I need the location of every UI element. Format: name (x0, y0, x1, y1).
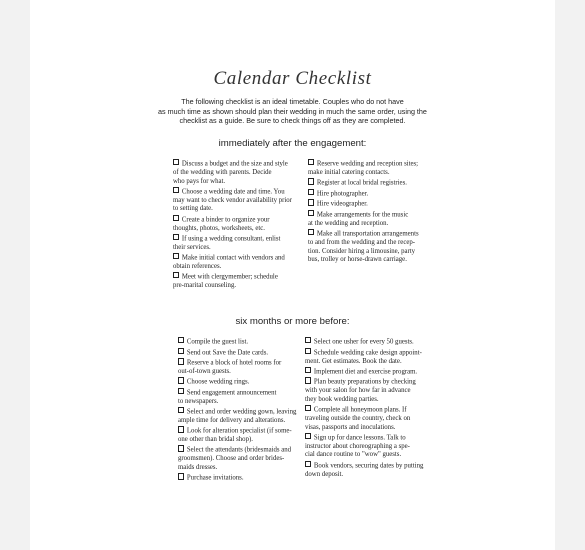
checklist-item-line (178, 388, 318, 398)
checklist-item-text: Hire photographer. (316, 190, 369, 198)
checklist-item-line (178, 473, 318, 483)
checklist-column-right (308, 159, 458, 265)
checkbox-icon[interactable] (305, 337, 311, 343)
checklist-item (308, 178, 458, 188)
checklist-item-line (173, 205, 323, 214)
checklist-item-line (308, 239, 458, 248)
checklist-item-line (173, 234, 323, 244)
checkbox-icon[interactable] (178, 377, 184, 383)
checklist-item (178, 377, 318, 387)
checklist-item-text: thoughts, photos, worksheets, etc. (173, 224, 265, 232)
checklist-item-text: cial dance routine to "wow" guests. (305, 451, 402, 459)
checklist-item-line (305, 405, 450, 415)
checklist-item (305, 377, 450, 404)
checklist-item-line (308, 248, 458, 257)
checklist-item-text: to newspapers. (178, 397, 219, 405)
checklist-item-text: Create a binder to organize your (181, 215, 270, 223)
checkbox-icon[interactable] (173, 253, 179, 259)
checklist-item-line (178, 426, 318, 436)
checkbox-icon[interactable] (305, 377, 311, 383)
checklist-column-left (178, 337, 318, 484)
checklist-item-line (308, 169, 458, 178)
checkbox-icon[interactable] (173, 159, 179, 165)
checklist-item (178, 445, 318, 472)
checklist-item-text: down deposit. (305, 470, 344, 478)
checklist-item (305, 337, 450, 347)
checklist-item-text: Schedule wedding cake design appoint- (313, 348, 422, 356)
checklist-item-line (305, 451, 450, 460)
checklist-item (308, 189, 458, 199)
checklist-item (305, 405, 450, 432)
checklist-item-text: visas, passports and inoculations. (305, 423, 396, 431)
checklist-item-line (308, 199, 458, 209)
checklist-column-right (305, 337, 450, 480)
checklist-item-text: Make all transportation arrangements (316, 230, 419, 238)
checklist-item-line (178, 337, 318, 347)
checklist-item-text: Send out Save the Date cards. (186, 348, 269, 356)
checklist-item-line (178, 398, 318, 407)
checklist-item-text: Discuss a budget and the size and style (181, 160, 288, 168)
checklist-item-line (178, 445, 318, 455)
intro-line: The following checklist is an ideal timetable. Couples who do not have (181, 97, 404, 106)
checklist-item (178, 388, 318, 407)
checkbox-icon[interactable] (305, 405, 311, 411)
checklist-item-line (173, 253, 323, 263)
checklist-item-line (305, 415, 450, 424)
checklist-item (308, 210, 458, 229)
checklist-item-text: Choose a wedding date and time. You (181, 188, 285, 196)
checklist-item-line (173, 197, 323, 206)
checklist-item-line (178, 358, 318, 368)
checklist-item-text: If using a wedding consultant, enlist (181, 235, 281, 243)
checklist-item-line (305, 461, 450, 471)
checklist-item-text: pre-marital counseling. (173, 282, 237, 290)
checklist-item-line (173, 215, 323, 225)
checklist-item-line (305, 387, 450, 396)
checklist-item (178, 426, 318, 445)
checklist-item-text: Reserve a block of hotel rooms for (186, 359, 282, 367)
checkbox-icon[interactable] (173, 187, 179, 193)
checklist-item-line (178, 455, 318, 464)
checklist-item (178, 407, 318, 426)
checklist-item-text: Hire videographer. (316, 200, 368, 208)
checklist-item-text: Reserve wedding and reception sites; (316, 160, 419, 168)
checklist-item-line (305, 358, 450, 367)
checkbox-icon[interactable] (178, 426, 184, 432)
checklist-item-text: to setting date. (173, 205, 213, 213)
checklist-item-text: one other than bridal shop). (178, 436, 253, 444)
checkbox-icon[interactable] (305, 367, 311, 373)
checklist-item-text: ample time for delivery and alterations. (178, 417, 286, 425)
checkbox-icon[interactable] (178, 445, 184, 451)
checkbox-icon[interactable] (308, 199, 314, 205)
checkbox-icon[interactable] (305, 348, 311, 354)
checklist-item-text: Send engagement announcement (186, 389, 277, 397)
checklist-item-text: maids dresses. (178, 464, 218, 471)
checklist-item-text: who pays for what. (173, 177, 226, 185)
checklist-item-line (305, 348, 450, 358)
checklist-item-line (308, 220, 458, 229)
checklist-item-text: tion. Consider hiring a limousine, party (308, 247, 416, 255)
checklist-item (173, 187, 323, 214)
checklist-item-line (178, 436, 318, 445)
checklist-item (173, 215, 323, 234)
checklist-item-text: Make initial contact with vendors and (181, 254, 285, 262)
checklist-item-text: out-of-town guests. (178, 368, 231, 376)
checklist-item-text: groomsmen). Choose and order brides- (178, 455, 285, 463)
checkbox-icon[interactable] (305, 433, 311, 439)
checklist-item-text: Book vendors, securing dates by putting (313, 462, 424, 470)
checklist-item-line (173, 282, 323, 291)
checklist-item-text: Select and order wedding gown, leaving (186, 408, 297, 416)
checklist-item-line (305, 377, 450, 387)
checkbox-icon[interactable] (178, 388, 184, 394)
document-page (30, 0, 555, 550)
checklist-item-text: Look for alteration specialist (if some- (186, 427, 292, 435)
checklist-item-line (308, 229, 458, 239)
checkbox-icon[interactable] (308, 229, 314, 235)
checklist-item-line (173, 187, 323, 197)
checkbox-icon[interactable] (178, 337, 184, 343)
intro-line: as much time as shown should plan their wedding in much the same order, using the (158, 106, 427, 116)
checklist-item-text: to and from the wedding and the recep- (308, 239, 416, 247)
checklist-item-text: at the wedding and reception. (308, 219, 389, 227)
checklist-item-line (178, 368, 318, 377)
checklist-item-line (305, 367, 450, 377)
document-title: Calendar Checklist (213, 68, 372, 89)
checklist-item-line (305, 471, 450, 480)
checklist-item (173, 159, 323, 186)
checklist-item-line (308, 189, 458, 199)
section-heading-engagement: immediately after the engagement: (218, 138, 367, 149)
checklist-item-text: they book wedding parties. (305, 395, 379, 403)
intro-line: checklist as a guide. Be sure to check things off as they are completed. (179, 116, 406, 126)
checklist-item-line (173, 169, 323, 178)
checklist-item-text: Meet with clergymember; schedule (181, 273, 278, 281)
checklist-item-line (178, 407, 318, 417)
checklist-item-line (305, 337, 450, 347)
checklist-item-text: Sign up for dance lessons. Talk to (313, 434, 406, 442)
checklist-item-line (173, 263, 323, 272)
checklist-item (173, 234, 323, 253)
checklist-item-text: Complete all honeymoon plans. If (313, 406, 407, 414)
checkbox-icon[interactable] (173, 234, 179, 240)
checklist-item-text: ment. Get estimates. Book the date. (305, 357, 402, 365)
checklist-item (305, 367, 450, 377)
checkbox-icon[interactable] (178, 358, 184, 364)
checkbox-icon[interactable] (178, 473, 184, 479)
checklist-item (305, 433, 450, 460)
checklist-item-line (308, 210, 458, 220)
checklist-item-text: Select the attendants (bridesmaids and (186, 446, 292, 454)
checklist-item-text: Compile the guest list. (186, 338, 249, 346)
section-heading-six-months: six months or more before: (235, 316, 350, 327)
checklist-item-line (173, 159, 323, 169)
checklist-item (308, 229, 458, 265)
checklist-item (305, 348, 450, 367)
checklist-item-text: of the wedding with parents. Decide (173, 168, 272, 176)
checklist-item-line (178, 417, 318, 426)
checklist-item-line (173, 244, 323, 253)
checklist-item-line (305, 396, 450, 405)
checklist-item-text: traveling outside the country, check on (305, 415, 411, 423)
checkbox-icon[interactable] (305, 461, 311, 467)
checklist-item-text: make initial catering contacts. (308, 168, 390, 176)
checkbox-icon[interactable] (308, 189, 314, 195)
checklist-item (173, 253, 323, 272)
checklist-item-line (308, 159, 458, 169)
checklist-item-text: instructor about choreographing a spe- (305, 442, 410, 450)
intro-paragraph (30, 97, 555, 126)
checkbox-icon[interactable] (173, 272, 179, 278)
checklist-item (308, 199, 458, 209)
checklist-item-text: with your salon for how far in advance (305, 387, 411, 395)
checklist-item (178, 473, 318, 483)
checkbox-icon[interactable] (178, 407, 184, 413)
checklist-item-line (178, 377, 318, 387)
checkbox-icon[interactable] (178, 348, 184, 354)
checklist-item-text: Register at local bridal registries. (316, 179, 407, 187)
checklist-item-text: Plan beauty preparations by checking (313, 378, 416, 386)
checkbox-icon[interactable] (308, 210, 314, 216)
checklist-item-line (305, 424, 450, 433)
checklist-item (178, 337, 318, 347)
checklist-column-left (173, 159, 323, 291)
checklist-item (178, 348, 318, 358)
checklist-item-line (173, 178, 323, 187)
checklist-item (173, 272, 323, 291)
checklist-item-line (305, 433, 450, 443)
checklist-item-line (305, 443, 450, 452)
checklist-item-text: Make arrangements for the music (316, 211, 409, 219)
checkbox-icon[interactable] (308, 159, 314, 165)
checklist-item-text: Implement diet and exercise program. (313, 368, 418, 376)
checkbox-icon[interactable] (173, 215, 179, 221)
checklist-item-line (308, 256, 458, 265)
checklist-item-text: may want to check vendor availability prior (173, 196, 292, 204)
checklist-item-text: bus, trolley or horse-drawn carriage. (308, 256, 407, 264)
checklist-item-line (308, 178, 458, 188)
checklist-item (305, 461, 450, 480)
checklist-item-text: obtain references. (173, 262, 222, 270)
checklist-item-text: Select one usher for every 50 guests. (313, 338, 414, 346)
checklist-item-line (173, 272, 323, 282)
checklist-item-line (178, 348, 318, 358)
checklist-item (308, 159, 458, 178)
checklist-item-line (178, 464, 318, 473)
checklist-item-text: Choose wedding rings. (186, 378, 250, 386)
checkbox-icon[interactable] (308, 178, 314, 184)
checklist-item-text: Purchase invitations. (186, 474, 244, 482)
checklist-item (178, 358, 318, 377)
checklist-item-line (173, 225, 323, 234)
checklist-item-text: their services. (173, 243, 211, 251)
